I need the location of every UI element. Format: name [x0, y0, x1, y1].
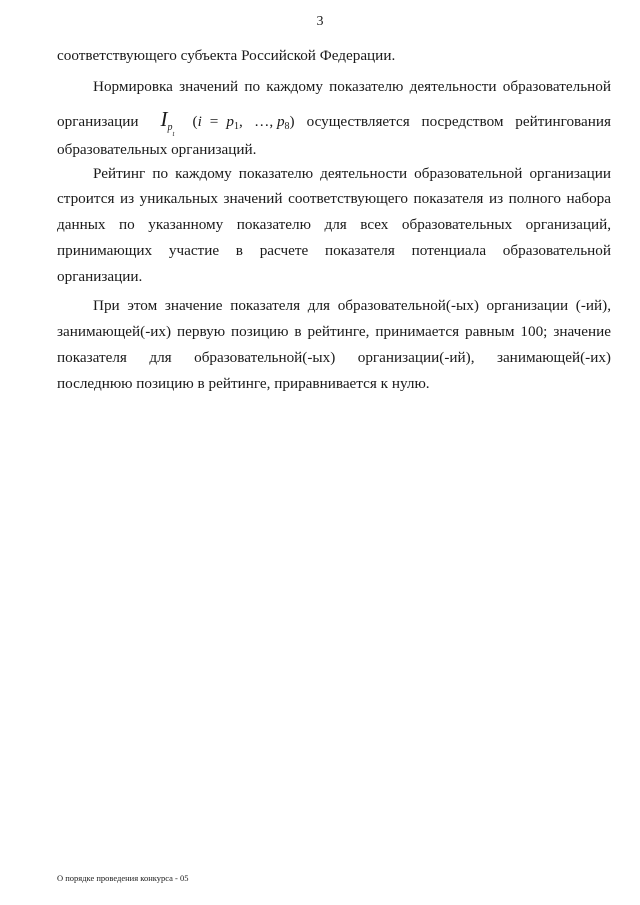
paragraph-line: показателя для образовательной(-ых) организации(-ий), занимающей(-их)	[57, 349, 611, 366]
word: посредством	[421, 113, 504, 130]
paragraph-line: соответствующего субъекта Российской Федерации.	[57, 47, 396, 64]
footer-note: О порядке проведения конкурса - 05	[57, 873, 189, 883]
paragraph-line: данных по указанному показателю для всех образовательных организаций,	[57, 216, 611, 233]
paragraph-line: занимающей(-их) первую позицию в рейтинге, принимается равным 100; значение	[57, 323, 611, 340]
paragraph-line: последнюю позицию в рейтинге, приравнивается к нулю.	[57, 375, 430, 392]
formula-prefix: организации	[57, 113, 139, 130]
formula-line	[57, 109, 611, 138]
index-range: (i = p1, …, p8)	[192, 113, 295, 132]
word: рейтингования	[515, 113, 611, 130]
paragraph-line: организации.	[57, 268, 143, 285]
paragraph-line: принимающих участие в расчете показателя потенциала образовательной	[57, 242, 611, 259]
word: осуществляется	[306, 113, 410, 130]
indicator-formula: $I_{p_t}$	[160, 107, 175, 138]
paragraph-line: строится из уникальных значений соответствующего показателя из полного набора	[57, 190, 611, 207]
paragraph-line: Рейтинг по каждому показателю деятельности образовательной организации	[93, 165, 611, 182]
paragraph-line: Нормировка значений по каждому показателю деятельности образовательной	[93, 78, 611, 95]
paragraph-line: образовательных организаций.	[57, 141, 257, 158]
paragraph-line: При этом значение показателя для образовательной(-ых) организации (-ий),	[93, 297, 611, 314]
page-number: 3	[316, 14, 324, 29]
